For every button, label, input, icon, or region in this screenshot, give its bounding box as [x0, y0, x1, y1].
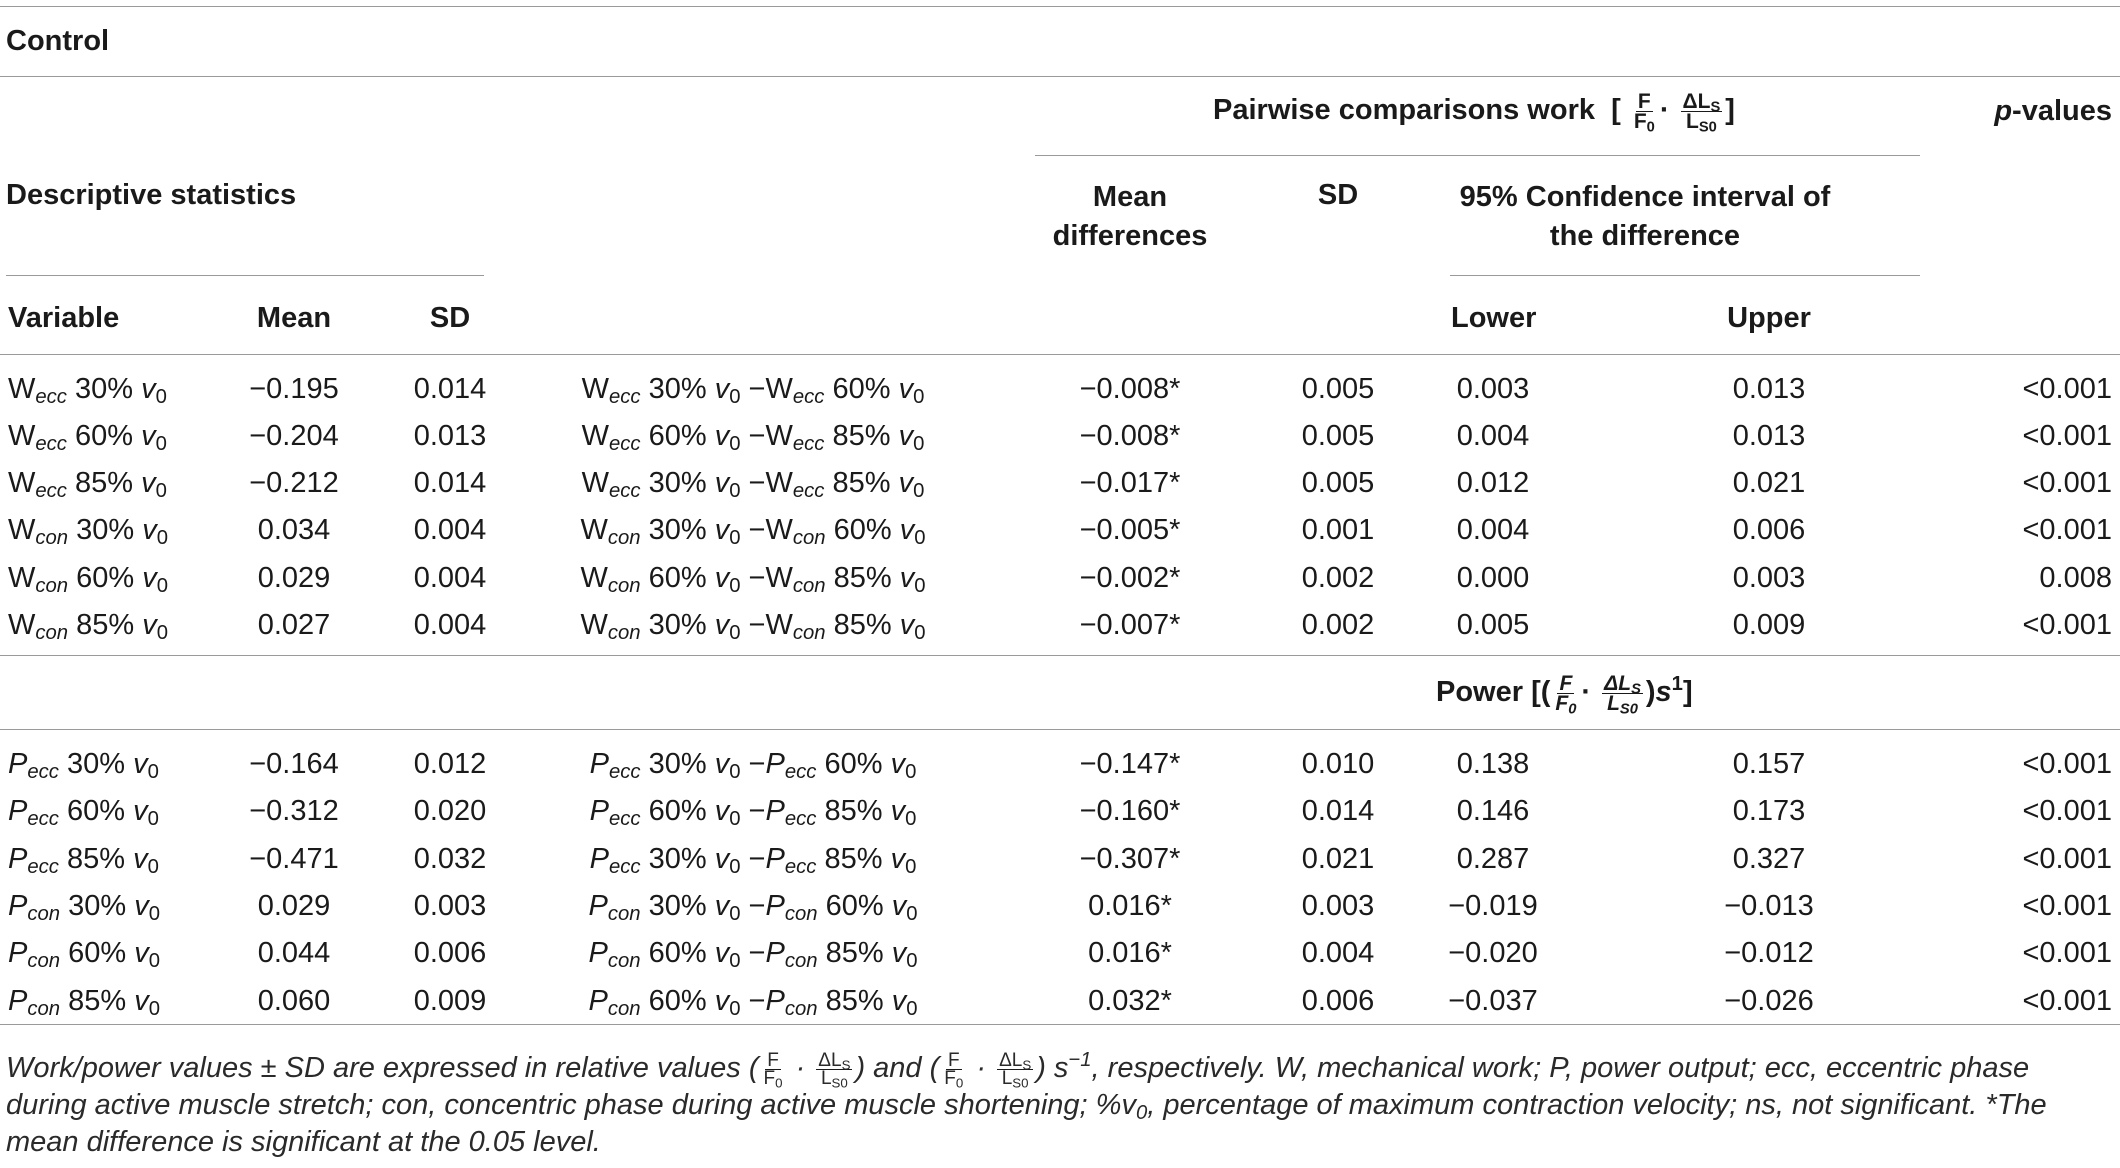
comparison-sd-cell: 0.002 — [1301, 609, 1375, 641]
ci-lower-cell: −0.037 — [1448, 985, 1538, 1017]
p-value-cell: <0.001 — [2022, 843, 2112, 875]
mean-differences-header: Mean differences — [1052, 181, 1208, 252]
ci-lower-cell: 0.146 — [1456, 795, 1530, 827]
rule-under-ci — [1450, 275, 1920, 276]
mean-cell: −0.312 — [249, 795, 339, 827]
upper-header: Upper — [1727, 302, 1811, 334]
mean-difference-cell: −0.005* — [1079, 514, 1181, 546]
mean-cell: 0.034 — [257, 514, 331, 546]
comparison-cell: $P_{ecc}$ 30% $v_0 -P_{ecc}$ 85% $v_0$ — [589, 843, 917, 879]
ci-lower-cell: 0.004 — [1456, 420, 1530, 452]
mean-cell: −0.195 — [249, 373, 339, 405]
mean-difference-cell: −0.007* — [1079, 609, 1181, 641]
sd-cell: 0.004 — [413, 562, 487, 594]
p-value-cell: <0.001 — [2022, 937, 2112, 969]
comparison-sd-cell: 0.010 — [1301, 748, 1375, 780]
comparison-sd-cell: 0.004 — [1301, 937, 1375, 969]
mean-cell: 0.044 — [257, 937, 331, 969]
work-unit-fraction-2: $\frac{\Delta L_S}{L_{S0}}$ — [1682, 90, 1721, 136]
comparison-sd-cell: 0.001 — [1301, 514, 1375, 546]
variable-cell: $W_{ecc}$ 85% $v_0$ — [8, 467, 167, 503]
rule-before-power — [0, 655, 2120, 656]
p-value-cell: <0.001 — [2022, 609, 2112, 641]
comparison-cell: $W_{ecc}$ 30% $v_0 -W_{ecc}$ 60% $v_0$ — [581, 373, 925, 409]
ci-lower-cell: 0.012 — [1456, 467, 1530, 499]
variable-cell: $P_{ecc}$ 85% $v_0$ — [8, 843, 159, 879]
p-value-cell: <0.001 — [2022, 748, 2112, 780]
work-unit-fraction-1: $\frac{F}{F_0}$ — [1633, 90, 1655, 136]
rule-top — [0, 6, 2120, 7]
ci-upper-cell: 0.173 — [1732, 795, 1806, 827]
descriptive-header: Descriptive statistics — [6, 179, 297, 211]
variable-cell: $P_{ecc}$ 60% $v_0$ — [8, 795, 159, 831]
comparison-cell: $W_{con}$ 60% $v_0 -W_{con}$ 85% $v_0$ — [580, 562, 926, 598]
mean-difference-cell: −0.017* — [1079, 467, 1181, 499]
group-label: Control — [6, 25, 110, 57]
power-unit-fraction-1: $\frac{F}{F_0}$ — [1555, 672, 1577, 718]
mean-difference-cell: −0.307* — [1079, 843, 1181, 875]
sd-cell: 0.004 — [413, 514, 487, 546]
variable-cell: $W_{con}$ 60% $v_0$ — [8, 562, 169, 598]
sd-cell: 0.012 — [413, 748, 487, 780]
mean-cell: −0.471 — [249, 843, 339, 875]
variable-header: Variable — [8, 302, 120, 334]
p-values-label-rest: -values — [2012, 95, 2112, 127]
variable-cell: $P_{ecc}$ 30% $v_0$ — [8, 748, 159, 784]
variable-cell: $W_{ecc}$ 30% $v_0$ — [8, 373, 167, 409]
footnote-fraction-l: $\frac{\Delta L_S}{L_{S0}}$ — [818, 1049, 851, 1091]
mean-cell: 0.029 — [257, 890, 331, 922]
sd-cell: 0.013 — [413, 420, 487, 452]
pairwise-work-label: Pairwise comparisons work — [1213, 94, 1595, 127]
comparison-sd-cell: 0.021 — [1301, 843, 1375, 875]
sd-desc-header: SD — [429, 302, 471, 334]
rule-under-control — [0, 76, 2120, 77]
rule-under-pairwise — [1035, 155, 1920, 156]
footnote-fraction-f2: $\frac{F}{F_0}$ — [944, 1049, 964, 1091]
comparison-sd-cell: 0.005 — [1301, 467, 1375, 499]
mean-cell: −0.164 — [249, 748, 339, 780]
ci-upper-cell: 0.327 — [1732, 843, 1806, 875]
ci-upper-cell: 0.021 — [1732, 467, 1806, 499]
mean-difference-cell: −0.002* — [1079, 562, 1181, 594]
p-value-cell: <0.001 — [2022, 795, 2112, 827]
ci-lower-cell: 0.287 — [1456, 843, 1530, 875]
table-footnote: Work/power values ± SD are expressed in relative values ( $\frac{F}{F_0}$ · $\frac{\Delta L_S}{L_{S0}}$ ) and ( $\frac{F}{F_0}$ · $\frac{\Delta L_S}{L_{S0}}$ ) $s^{-1}$, respectively. W, mechanical work; P, power output; ecc, eccentric phase during active muscle stretch; con, concentric phase during active muscle shortening; $\%v_0$, percentage of maximum contraction velocity; ns, not significant. *The mean difference is significant at the 0.05 level. — [6, 1048, 2047, 1158]
variable-cell: $W_{con}$ 85% $v_0$ — [8, 609, 169, 645]
p-value-cell: <0.001 — [2022, 420, 2112, 452]
sd-cell: 0.004 — [413, 609, 487, 641]
comparison-sd-cell: 0.005 — [1301, 420, 1375, 452]
sd-cell: 0.032 — [413, 843, 487, 875]
comparison-sd-cell: 0.014 — [1301, 795, 1375, 827]
comparison-cell: $W_{ecc}$ 60% $v_0 -W_{ecc}$ 85% $v_0$ — [581, 420, 925, 456]
mean-difference-cell: 0.016* — [1088, 937, 1172, 969]
p-value-cell: <0.001 — [2022, 985, 2112, 1017]
comparison-sd-cell: 0.003 — [1301, 890, 1375, 922]
comparison-cell: $W_{con}$ 30% $v_0 -W_{con}$ 60% $v_0$ — [580, 514, 926, 550]
mean-header: Mean — [256, 302, 332, 334]
mean-cell: 0.027 — [257, 609, 331, 641]
comparison-cell: $P_{ecc}$ 60% $v_0 -P_{ecc}$ 85% $v_0$ — [589, 795, 917, 831]
ci-lower-cell: 0.000 — [1456, 562, 1530, 594]
p-value-cell: <0.001 — [2022, 890, 2112, 922]
mean-cell: 0.060 — [257, 985, 331, 1017]
p-value-cell: <0.001 — [2022, 467, 2112, 499]
sd-cell: 0.014 — [413, 467, 487, 499]
comparison-cell: $P_{con}$ 60% $v_0 -P_{con}$ 85% $v_0$ — [588, 985, 918, 1021]
comparison-cell: $P_{con}$ 60% $v_0 -P_{con}$ 85% $v_0$ — [588, 937, 918, 973]
ci-lower-cell: −0.020 — [1448, 937, 1538, 969]
ci-upper-cell: 0.009 — [1732, 609, 1806, 641]
mean-difference-cell: −0.008* — [1079, 420, 1181, 452]
rule-after-power — [0, 729, 2120, 730]
power-header: Power [( $\frac{F}{F_0}$ · $\frac{\Delta L_S}{L_{S0}}$ )$s^1$] — [1436, 672, 1693, 718]
ci-upper-cell: 0.003 — [1732, 562, 1806, 594]
footnote-fraction-f: $\frac{F}{F_0}$ — [763, 1049, 783, 1091]
p-value-cell: 0.008 — [2039, 562, 2112, 594]
sd-cell: 0.009 — [413, 985, 487, 1017]
ci-lower-cell: 0.005 — [1456, 609, 1530, 641]
rule-header-bottom — [0, 354, 2120, 355]
sd-cell: 0.006 — [413, 937, 487, 969]
comparison-cell: $P_{ecc}$ 30% $v_0 -P_{ecc}$ 60% $v_0$ — [589, 748, 917, 784]
ci-upper-cell: −0.013 — [1724, 890, 1814, 922]
rule-under-descriptive — [6, 275, 484, 276]
sd-header: SD — [1317, 179, 1359, 211]
variable-cell: $P_{con}$ 30% $v_0$ — [8, 890, 160, 926]
ci-upper-cell: 0.013 — [1732, 373, 1806, 405]
comparison-sd-cell: 0.005 — [1301, 373, 1375, 405]
mean-difference-cell: 0.032* — [1088, 985, 1172, 1017]
mean-difference-cell: −0.160* — [1079, 795, 1181, 827]
mean-difference-cell: −0.147* — [1079, 748, 1181, 780]
rule-bottom — [0, 1024, 2120, 1025]
mean-difference-cell: −0.008* — [1079, 373, 1181, 405]
mean-cell: −0.204 — [249, 420, 339, 452]
mean-cell: 0.029 — [257, 562, 331, 594]
power-unit-fraction-2: $\frac{\Delta L_S}{L_{S0}}$ — [1604, 672, 1641, 718]
mean-cell: −0.212 — [249, 467, 339, 499]
variable-cell: $W_{con}$ 30% $v_0$ — [8, 514, 169, 550]
ci-lower-cell: 0.004 — [1456, 514, 1530, 546]
variable-cell: $P_{con}$ 60% $v_0$ — [8, 937, 160, 973]
ci-upper-cell: 0.157 — [1732, 748, 1806, 780]
mean-difference-cell: 0.016* — [1088, 890, 1172, 922]
ci-upper-cell: −0.012 — [1724, 937, 1814, 969]
comparison-sd-cell: 0.006 — [1301, 985, 1375, 1017]
pairwise-work-header: Pairwise comparisons work [ $\frac{F}{F_0}$ · $\frac{\Delta L_S}{L_{S0}}$ ] — [1213, 90, 1735, 136]
p-value-cell: <0.001 — [2022, 373, 2112, 405]
sd-cell: 0.014 — [413, 373, 487, 405]
ci-upper-cell: −0.026 — [1724, 985, 1814, 1017]
power-label: Power — [1436, 676, 1524, 709]
p-value-cell: <0.001 — [2022, 514, 2112, 546]
comparison-cell: $W_{ecc}$ 30% $v_0 -W_{ecc}$ 85% $v_0$ — [581, 467, 925, 503]
variable-cell: $W_{ecc}$ 60% $v_0$ — [8, 420, 167, 456]
ci-lower-cell: −0.019 — [1448, 890, 1538, 922]
ci-lower-cell: 0.138 — [1456, 748, 1530, 780]
ci-header: 95% Confidence interval of the difference — [1459, 181, 1831, 252]
variable-cell: $P_{con}$ 85% $v_0$ — [8, 985, 160, 1021]
footnote-fraction-l2: $\frac{\Delta L_S}{L_{S0}}$ — [999, 1049, 1032, 1091]
ci-lower-cell: 0.003 — [1456, 373, 1530, 405]
sd-cell: 0.003 — [413, 890, 487, 922]
comparison-sd-cell: 0.002 — [1301, 562, 1375, 594]
sd-cell: 0.020 — [413, 795, 487, 827]
lower-header: Lower — [1451, 302, 1537, 334]
ci-upper-cell: 0.006 — [1732, 514, 1806, 546]
comparison-cell: $W_{con}$ 30% $v_0 -W_{con}$ 85% $v_0$ — [580, 609, 926, 645]
ci-upper-cell: 0.013 — [1732, 420, 1806, 452]
comparison-cell: $P_{con}$ 30% $v_0 -P_{con}$ 60% $v_0$ — [588, 890, 918, 926]
p-values-header: p-values — [1994, 95, 2112, 127]
